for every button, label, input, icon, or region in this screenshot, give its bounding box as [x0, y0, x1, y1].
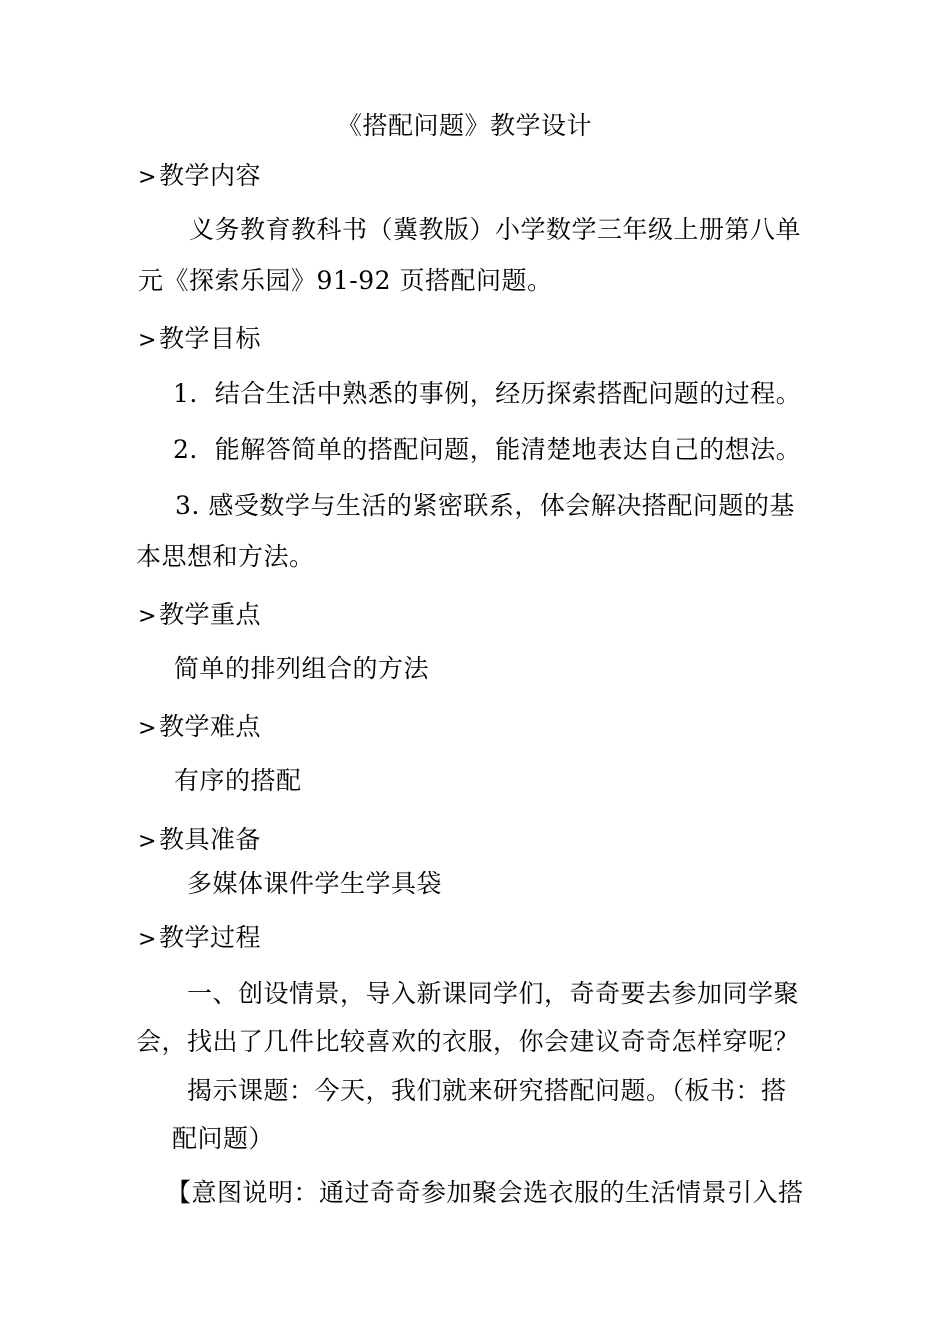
- section-heading-key-points: [138, 600, 261, 632]
- heading-text: 教学重点: [158, 600, 261, 629]
- tools-text: 多媒体课件学生学具袋: [187, 869, 443, 898]
- key-points-text: 简单的排列组合的方法: [174, 654, 430, 683]
- bullet-marker: >: [138, 604, 157, 629]
- process-line-1: 一、创设情景，导入新课同学们，奇奇要去参加同学聚: [187, 979, 800, 1008]
- goal-item-2: [173, 435, 801, 465]
- heading-text: 教具准备: [158, 825, 261, 854]
- heading-text: 教学目标: [158, 324, 261, 353]
- document-title: 《搭配问题》教学设计: [337, 111, 593, 140]
- bullet-marker: >: [138, 716, 157, 741]
- goal-item-3-continued: 本思想和方法。: [136, 542, 315, 571]
- process-line-3: 揭示课题：今天，我们就来研究搭配问题。（板书：搭: [187, 1076, 787, 1105]
- goal-text: 结合生活中熟悉的事例，经历探索搭配问题的过程。: [214, 379, 802, 408]
- goal-item-3: [175, 491, 795, 521]
- bullet-marker: >: [138, 165, 157, 190]
- process-line-5: 【意图说明：通过奇奇参加聚会选衣服的生活情景引入搭: [166, 1178, 804, 1207]
- content-line-2: 元《探索乐园》91-92 页搭配问题。: [138, 266, 553, 295]
- section-heading-difficulties: [138, 712, 261, 744]
- heading-text: 教学内容: [158, 161, 261, 190]
- goal-number: 3.: [175, 491, 200, 520]
- heading-text: 教学难点: [158, 712, 261, 741]
- process-line-2: 会，找出了几件比较喜欢的衣服，你会建议奇奇怎样穿呢？: [136, 1027, 800, 1056]
- goal-text: 能解答简单的搭配问题，能清楚地表达自己的想法。: [214, 435, 802, 464]
- goal-text: 感受数学与生活的紧密联系，体会解决搭配问题的基: [208, 491, 795, 520]
- section-heading-process: [138, 923, 261, 955]
- section-heading-tools: [138, 825, 261, 857]
- difficulties-text: 有序的搭配: [174, 766, 302, 795]
- goal-item-1: [173, 379, 801, 409]
- process-line-4: 配问题）: [172, 1124, 275, 1153]
- bullet-marker: >: [138, 927, 157, 952]
- content-line-1: 义务教育教科书（冀教版）小学数学三年级上册第八单: [189, 215, 802, 244]
- heading-text: 教学过程: [158, 923, 261, 952]
- section-heading-content: [138, 161, 261, 193]
- goal-number: 1.: [173, 379, 198, 408]
- bullet-marker: >: [138, 829, 157, 854]
- section-heading-goals: [138, 324, 261, 356]
- bullet-marker: >: [138, 328, 157, 353]
- goal-number: 2.: [173, 435, 198, 464]
